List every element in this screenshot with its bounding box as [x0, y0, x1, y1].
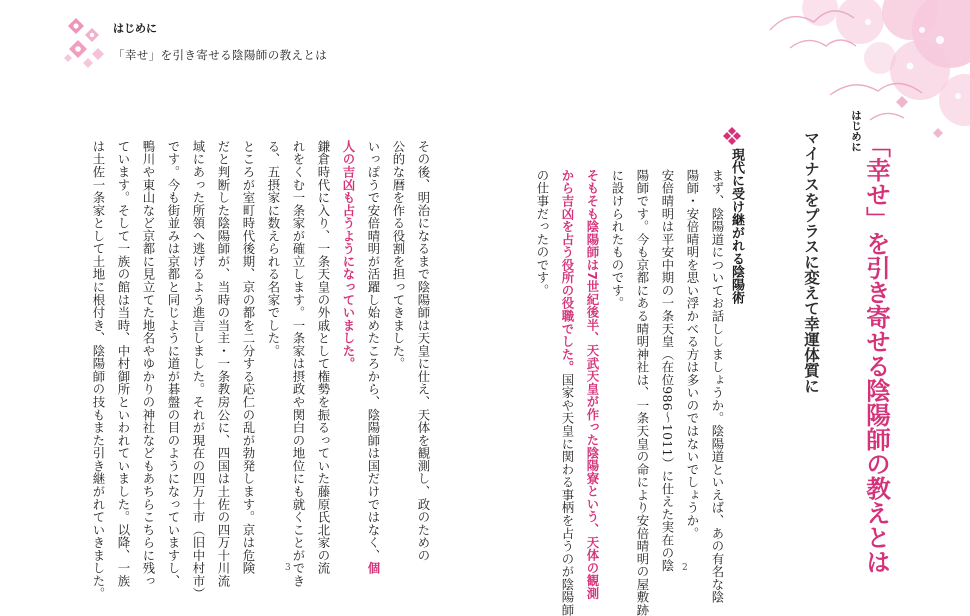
- body-text: いっぽうで安倍晴明が活躍し始めたころから、陰陽師は国だけではなく、: [366, 140, 381, 562]
- highlight-text: 個: [366, 561, 381, 575]
- knot-pattern-icon: [62, 14, 114, 70]
- text-line: [536, 169, 549, 616]
- text-line: は土佐一条家として土地に根付き、陰陽師の技もまた引き継がれていきました。: [91, 140, 106, 601]
- highlight-text: 人の吉凶も占うようになっていました。: [341, 140, 356, 371]
- text-line: です。今も街並みは京都と同じように道が碁盤の目のようになっていますし、: [166, 140, 181, 588]
- text-line: ています。そして一族の館は当時、中村御所といわれていました。以降、一族: [116, 140, 131, 588]
- text-line: [367, 140, 380, 600]
- text-line: 鴨川や東山など京都に見立てた地名やゆかりの神社などもあちらこちらに残っ: [141, 140, 156, 588]
- text-line: [417, 140, 430, 600]
- text-line: [392, 140, 405, 600]
- running-header-title: 「幸せ」を引き寄せる陰陽師の教えとは: [113, 48, 328, 62]
- text-line: 域にあった所領へ逃げるよう進言しました。それが現在の四万十市（旧中村市）: [191, 140, 206, 601]
- text-line: だと判断した陰陽師が、当時の当主・一条教房公に、四国は土佐の四万十川流: [216, 140, 231, 588]
- page-number-right: 2: [682, 563, 688, 573]
- chapter-label: はじめに: [850, 110, 862, 152]
- text-line: [561, 169, 574, 616]
- body-text: の仕事だったのです。: [535, 169, 550, 297]
- body-text: 公的な暦を作る役割を担ってきました。: [391, 140, 406, 371]
- text-line: 鎌倉時代に入り、一条天皇の外戚として権勢を振るっていた藤原氏北家の流: [316, 140, 331, 575]
- cloud-pattern-icon: [620, 0, 970, 150]
- text-line: まず、陰陽道についてお話ししましょうか。陰陽道といえば、あの有名な陰: [710, 169, 725, 604]
- page-number-left: 3: [285, 563, 291, 573]
- chapter-title: 「幸せ」を引き寄せる陰陽師の教えとは: [863, 133, 892, 574]
- text-line: れをくむ一条家が確立します。一条家は摂政や関白の地位にも就くことができ: [291, 140, 306, 588]
- running-header-label: はじめに: [113, 22, 157, 35]
- text-line: 陽師・安倍晴明を思い浮かべる方は多いのではないでしょうか。: [685, 169, 700, 540]
- body-text: 国家や天皇に関わる事柄を占うのが陰陽師: [560, 373, 575, 616]
- highlight-text: そもそも陰陽師は7世紀後半、天武天皇が作った陰陽寮という、天体の観測: [585, 169, 600, 600]
- heading-knot-icon: [723, 127, 741, 145]
- right-page-body: [524, 169, 724, 616]
- text-line: る、五摂家に数えられる名家でした。: [266, 140, 281, 358]
- body-text: その後、明治になるまで陰陽師は天皇に仕え、天体を観測し、政のための: [416, 140, 431, 562]
- left-page-body: [80, 140, 430, 600]
- text-line: 安倍晴明は平安中期の一条天皇（在位986〜1011）に仕えた実在の陰: [660, 169, 675, 572]
- text-line: に設けられたものです。: [610, 169, 625, 310]
- text-line: [342, 140, 355, 600]
- chapter-subtitle: マイナスをプラスに変えて幸運体質に: [802, 130, 820, 394]
- text-line: [586, 169, 599, 616]
- highlight-text: から吉凶を占う役所の役職でした。: [560, 169, 575, 374]
- text-line: 陽師です。今も京都にある晴明神社は、一条天皇の命により安倍晴明の屋敷跡: [635, 169, 650, 616]
- text-line: ところが室町時代後期、京の都を二分する応仁の乱が勃発します。京は危険: [241, 140, 256, 575]
- section-heading: 現代に受け継がれる陰陽術: [729, 148, 744, 304]
